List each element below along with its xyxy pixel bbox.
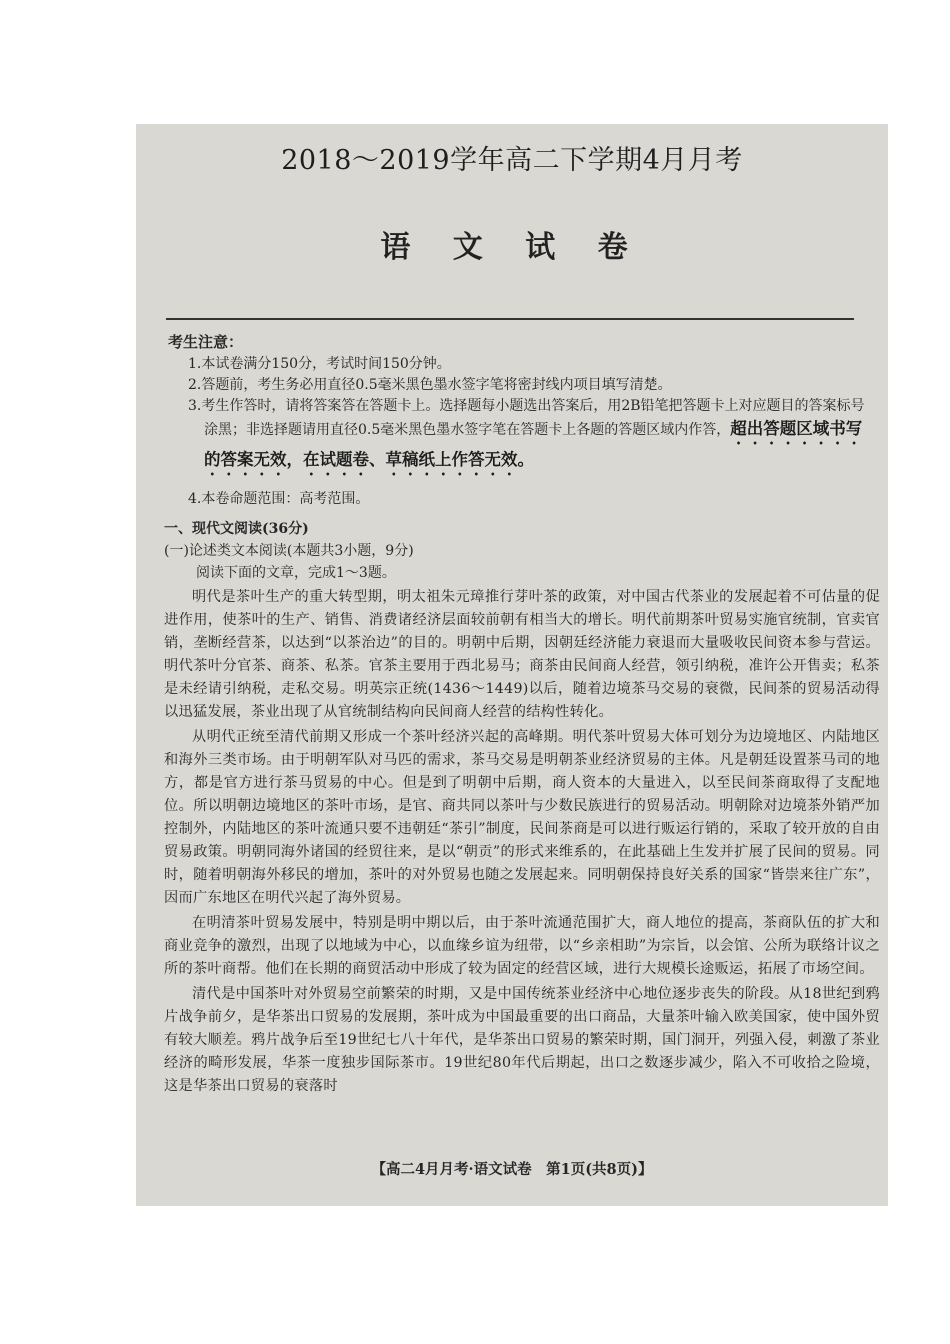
- notice-item-3-text: 3.考生作答时，请将答案答在答题卡上。选择题每小题选出答案后，用2B铅笔把答题卡上对应题目的答案标号涂黑；非选择题请用直径0.5毫米黑色墨水签字笔在答题卡上各题的答题区域内作答，: [188, 398, 865, 438]
- notice-heading: 考生注意：: [168, 333, 244, 351]
- notice-item-3: [168, 396, 868, 479]
- reading-section: [164, 518, 880, 1098]
- divider-line: [166, 318, 854, 320]
- article-paragraph: 明代是茶叶生产的重大转型期，明太祖朱元璋推行芽叶茶的政策，对中国古代茶业的发展起着不可估量的促进作用，使茶叶的生产、销售、消费诸经济层面较前朝有相当大的增长。明代前期茶叶贸易实施官统制，官卖官销，垄断经营茶，以达到“以茶治边”的目的。明朝中后期，因朝廷经济能力衰退而大量吸收民间资本参与营运。明代茶叶分官茶、商茶、私茶。官茶主要用于西北易马；商茶由民间商人经营，领引纳税，准许公开售卖；私茶是未经请引纳税，走私交易。明英宗正统(1436～1449)以后，随着边境茶马交易的衰微，民间茶的贸易活动得以迅猛发展，茶业出现了从官统制结构向民间商人经营的结构性转化。: [164, 589, 880, 720]
- section-subtitle: (一)论述类文本阅读(本题共3小题，9分): [164, 543, 414, 559]
- section-instruction: 阅读下面的文章，完成1～3题。: [196, 565, 396, 581]
- notice-item-4: 4.本卷命题范围：高考范围。: [188, 491, 370, 507]
- notice-item-1: 1.本试卷满分150分，考试时间150分钟。: [188, 356, 451, 372]
- subject-title: 语 文 试 卷: [380, 230, 644, 265]
- article-paragraph: 从明代正统至清代前期又形成一个茶叶经济兴起的高峰期。明代茶叶贸易大体可划分为边境地区、内陆地区和海外三类市场。由于明朝军队对马匹的需求，茶马交易是明朝茶业经济贸易的主体。凡是朝廷设置茶马司的地方，都是官方进行茶马贸易的中心。但是到了明朝中后期，商人资本的大量进入，以至民间茶商取得了支配地位。所以明朝边境地区的茶叶市场，是官、商共同以茶叶与少数民族进行的贸易活动。明朝除对边境茶外销严加控制外，内陆地区的茶叶流通只要不违朝廷“茶引”制度，民间茶商是可以进行贩运行销的，采取了较开放的自由贸易政策。明朝同海外诸国的经贸往来，是以“朝贡”的形式来维系的，在此基础上生发并扩展了民间的贸易。同时，随着明朝海外移民的增加，茶叶的对外贸易也随之发展起来。同明朝保持良好关系的国家“皆崇来往广东”，因而广东地区在明代兴起了海外贸易。: [164, 729, 880, 906]
- notice-block: [168, 332, 868, 510]
- article-paragraph: 清代是中国茶叶对外贸易空前繁荣的时期，又是中国传统茶业经济中心地位逐步丧失的阶段。从18世纪到鸦片战争前夕，是华茶出口贸易的发展期，茶叶成为中国最重要的出口商品，大量茶叶输入欧美国家，使中国外贸有较大顺差。鸦片战争后至19世纪七八十年代，是华茶出口贸易的繁荣时期，国门洞开，列强入侵，刺激了茶业经济的畸形发展，华茶一度独步国际茶市。19世纪80年代后期起，出口之数逐步减少，陷入不可收拾之险境，这是华茶出口贸易的衰落时: [164, 986, 880, 1094]
- page-footer: 【高二4月月考·语文试卷 第1页(共8页)】: [371, 1161, 653, 1178]
- notice-item-2: 2.答题前，考生务必用直径0.5毫米黑色墨水签字笔将密封线内项目填写清楚。: [188, 377, 672, 393]
- exam-page: [136, 124, 888, 1206]
- article-paragraph: 在明清茶叶贸易发展中，特别是明中期以后，由于茶叶流通范围扩大，商人地位的提高，茶商队伍的扩大和商业竞争的激烈，出现了以地域为中心，以血缘乡谊为纽带，以“乡亲相助”为宗旨，以会馆、公所为联络计议之所的茶叶商帮。他们在长期的商贸活动中形成了较为固定的经营区域，进行大规模长途贩运，拓展了市场空间。: [164, 915, 880, 977]
- section-title: 一、现代文阅读(36分): [164, 521, 309, 537]
- notice-emphasis: 超出答题区域书写的答案无效，在试题卷、草稿纸上作答无效。: [204, 419, 863, 469]
- exam-title: 2018～2019学年高二下学期4月月考: [281, 145, 743, 176]
